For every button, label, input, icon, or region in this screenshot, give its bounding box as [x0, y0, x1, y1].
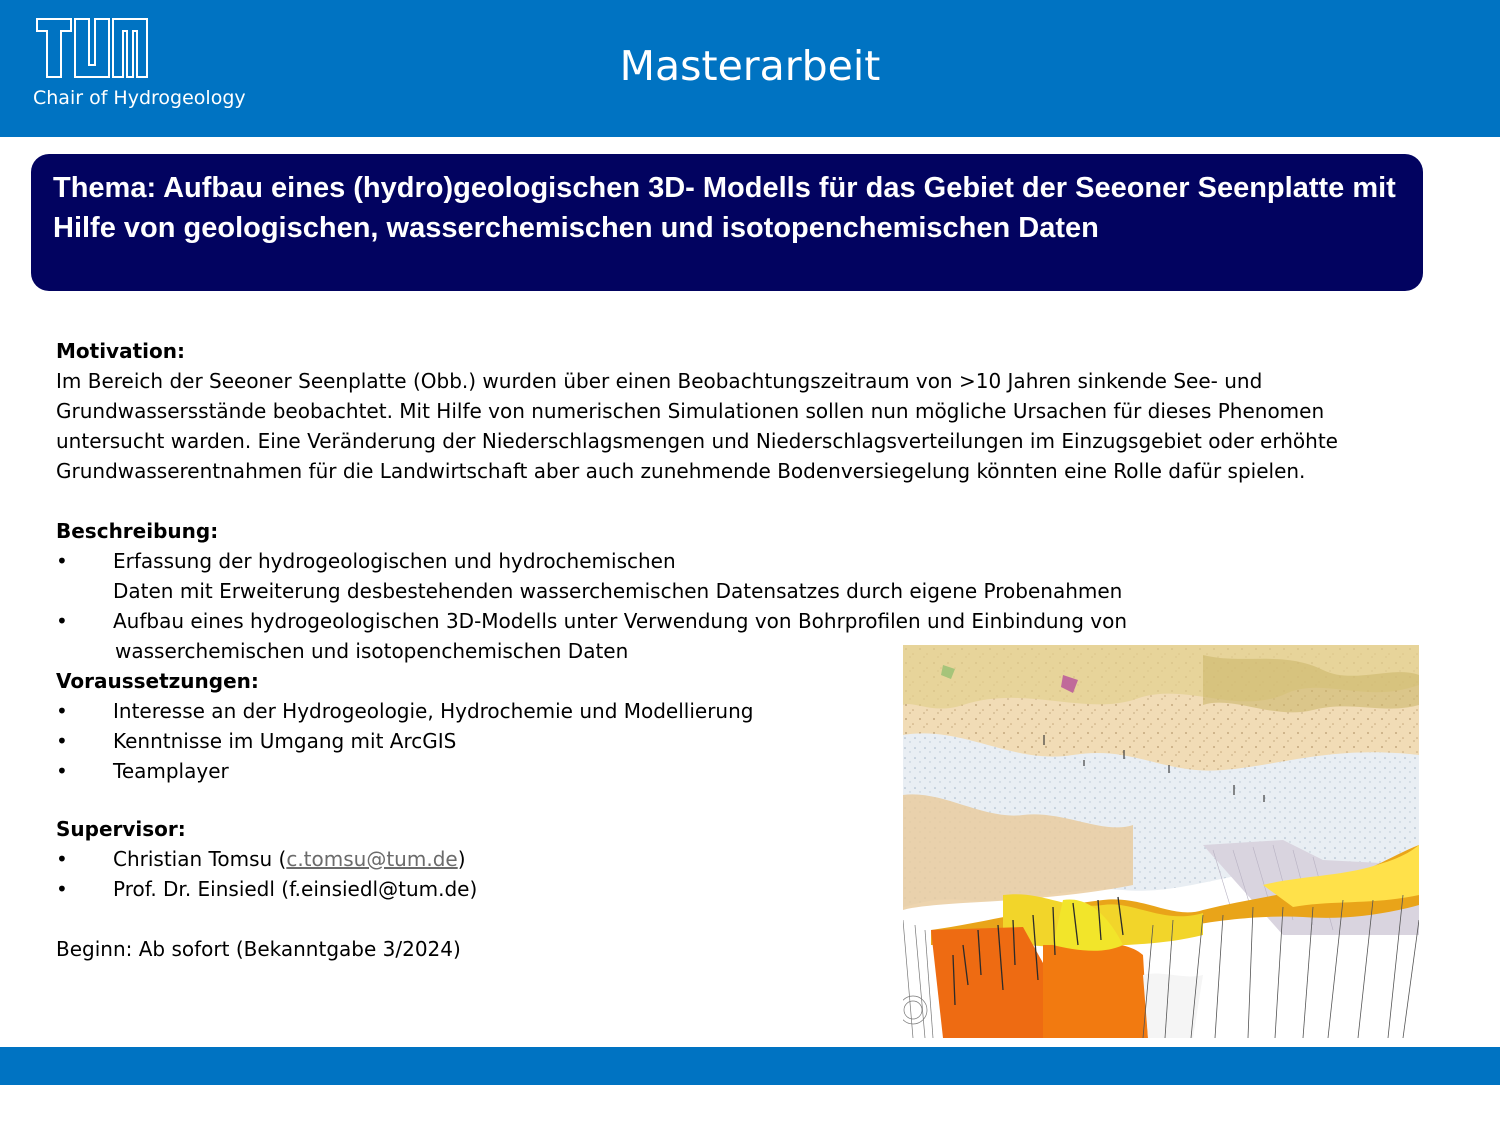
- list-item-text: Prof. Dr. Einsiedl (f.einsiedl@tum.de): [113, 877, 478, 901]
- header-bar: [0, 0, 1500, 137]
- bullet-marker: •: [56, 549, 68, 573]
- motivation-line: Grundwassersstände beobachtet. Mit Hilfe von numerischen Simulationen sollen nun mögliche Ursachen für dieses Phenomen: [56, 399, 1325, 423]
- geological-model-image: [903, 645, 1419, 1038]
- bullet-marker: •: [56, 609, 68, 633]
- motivation-line: Im Bereich der Seeoner Seenplatte (Obb.) wurden über einen Beobachtungszeitraum von >10 Jahren sinkende See- und: [56, 369, 1263, 393]
- motivation-line: Grundwasserentnahmen für die Landwirtschaft aber auch zunehmende Bodenversiegelung könnten eine Rolle dafür spielen.: [56, 459, 1306, 483]
- email-link[interactable]: c.tomsu@tum.de: [286, 847, 458, 871]
- footer-bar: [0, 1047, 1500, 1085]
- list-item-text: Aufbau eines hydrogeologischen 3D-Modells unter Verwendung von Bohrprofilen und Einbindung von: [113, 609, 1128, 633]
- bullet-marker: •: [56, 699, 68, 723]
- list-item-continuation: wasserchemischen und isotopenchemischen Daten: [115, 639, 629, 663]
- page-title: Masterarbeit: [619, 42, 881, 90]
- bullet-marker: •: [56, 729, 68, 753]
- list-item-text: Erfassung der hydrogeologischen und hydrochemischen: [113, 549, 676, 573]
- bullet-marker: •: [56, 847, 68, 871]
- topic-banner: Thema: Aufbau eines (hydro)geologischen 3D- Modells für das Gebiet der Seeoner Seenplatte mit Hilfe von geologischen, wasserchemischen und isotopenchemischen Daten: [31, 154, 1423, 291]
- list-item-text: Kenntnisse im Umgang mit ArcGIS: [113, 729, 457, 753]
- list-item-text: Teamplayer: [113, 759, 229, 783]
- motivation-heading: Motivation:: [56, 339, 185, 363]
- beschreibung-heading: Beschreibung:: [56, 519, 219, 543]
- supervisor-close-paren: ): [457, 847, 466, 871]
- supervisor-name: Christian Tomsu (: [113, 847, 287, 871]
- bullet-marker: •: [56, 877, 68, 901]
- supervisor-heading: Supervisor:: [56, 817, 186, 841]
- chair-name: Chair of Hydrogeology: [33, 87, 246, 109]
- bullet-marker: •: [56, 759, 68, 783]
- list-item-continuation: Daten mit Erweiterung desbestehenden wasserchemischen Datensatzes durch eigene Probenahmen: [113, 579, 1123, 603]
- list-item: [56, 606, 1376, 636]
- start-date: Beginn: Ab sofort (Bekanntgabe 3/2024): [56, 937, 461, 961]
- motivation-line: untersucht warden. Eine Veränderung der Niederschlagsmengen und Niederschlagsverteilungen im Einzugsgebiet oder erhöhte: [56, 429, 1338, 453]
- list-item-text: Interesse an der Hydrogeologie, Hydrochemie und Modellierung: [113, 699, 754, 723]
- voraussetzungen-heading: Voraussetzungen:: [56, 669, 259, 693]
- list-item: [56, 546, 1376, 576]
